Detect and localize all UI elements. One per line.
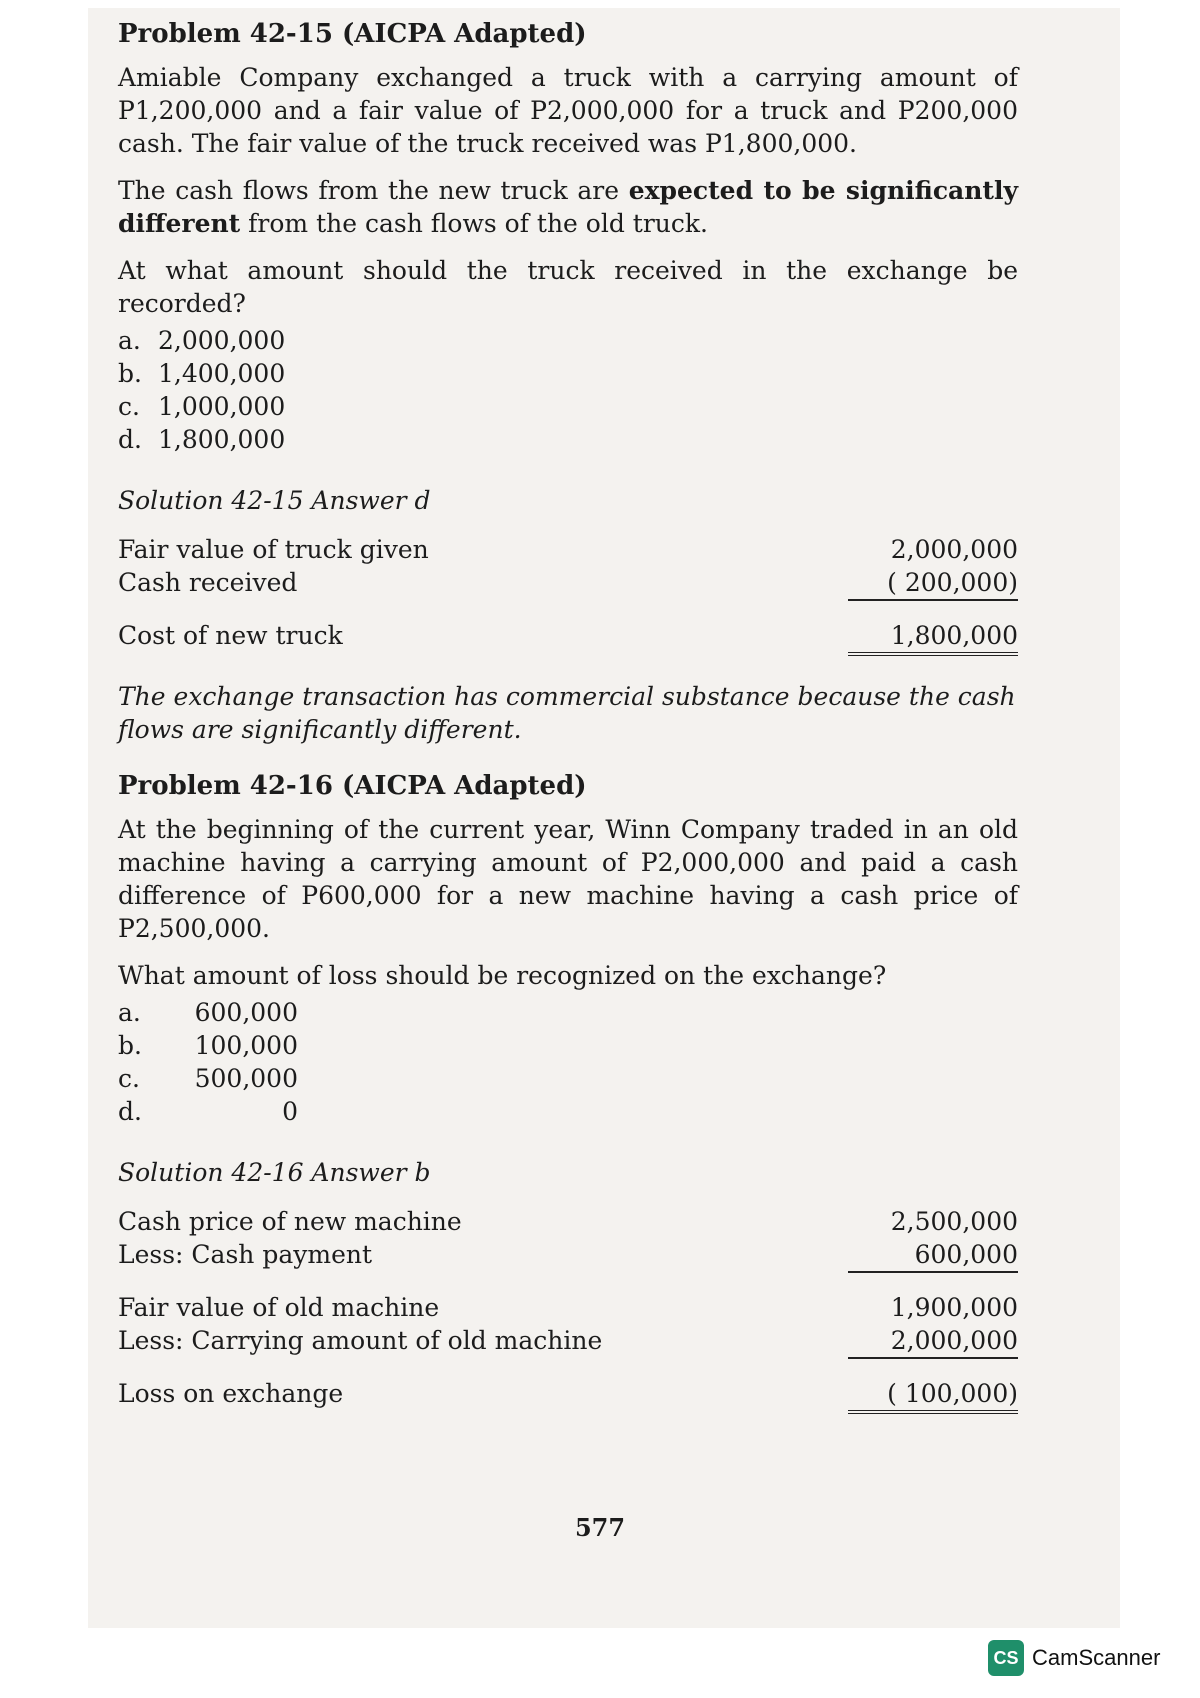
choice-value: 100,000 — [194, 1031, 298, 1060]
solution-42-16-table — [118, 1205, 1018, 1414]
row-label: Fair value of truck given — [118, 535, 429, 564]
solution-42-16-title: Solution 42-16 Answer b — [118, 1158, 431, 1187]
choice-a — [118, 996, 1018, 1029]
problem-42-16-choices — [118, 996, 1018, 1128]
row-label: Cash received — [118, 568, 298, 597]
row-label: Less: Carrying amount of old machine — [118, 1326, 603, 1355]
choice-value: 1,800,000 — [158, 425, 286, 454]
choice-b — [118, 1029, 1018, 1062]
table-row — [118, 533, 1018, 566]
problem-42-16-question: What amount of loss should be recognized on the exchange? — [118, 961, 887, 990]
document-body — [118, 18, 1018, 1414]
choice-letter: a. — [118, 326, 141, 355]
row-amount: ( 200,000) — [848, 566, 1018, 600]
problem-42-15-cashflow-statement — [118, 174, 1018, 240]
problem-42-15-heading: Problem 42-15 (AICPA Adapted) — [118, 19, 587, 49]
cashflow-text-bold: expected to be significantly different — [118, 176, 1018, 238]
table-row — [118, 1377, 1018, 1412]
row-label: Less: Cash payment — [118, 1240, 373, 1269]
choice-letter: b. — [118, 359, 142, 388]
row-amount: 1,800,000 — [848, 619, 1018, 654]
row-amount: 2,000,000 — [890, 535, 1018, 564]
choice-b — [118, 357, 1018, 390]
cashflow-text-start: The cash flows from the new truck are — [118, 176, 629, 205]
choice-value: 600,000 — [194, 998, 298, 1027]
camscanner-logo-icon: CS — [988, 1640, 1024, 1676]
problem-42-16-heading: Problem 42-16 (AICPA Adapted) — [118, 771, 587, 801]
table-row — [118, 619, 1018, 654]
row-amount: 2,500,000 — [890, 1207, 1018, 1236]
row-label: Cash price of new machine — [118, 1207, 462, 1236]
row-label: Fair value of old machine — [118, 1293, 440, 1322]
choice-c — [118, 390, 1018, 423]
cashflow-text-end: from the cash flows of the old truck. — [240, 209, 708, 238]
row-amount: 600,000 — [848, 1238, 1018, 1272]
solution-42-15-title: Solution 42-15 Answer d — [118, 486, 431, 515]
choice-d — [118, 1095, 1018, 1128]
choice-c — [118, 1062, 1018, 1095]
choice-d — [118, 423, 1018, 456]
choice-letter: d. — [118, 425, 142, 454]
row-amount: 1,900,000 — [890, 1293, 1018, 1322]
choice-a — [118, 324, 1018, 357]
problem-42-15-choices — [118, 324, 1018, 456]
row-amount: ( 100,000) — [848, 1377, 1018, 1412]
table-row — [118, 1291, 1018, 1324]
table-row — [118, 1205, 1018, 1238]
choice-value: 2,000,000 — [158, 326, 286, 355]
choice-letter: d. — [118, 1097, 142, 1126]
choice-value: 500,000 — [194, 1064, 298, 1093]
solution-42-15-table — [118, 533, 1018, 656]
page-number: 577 — [574, 1513, 626, 1542]
choice-value: 0 — [282, 1097, 298, 1126]
problem-42-16-statement: At the beginning of the current year, Winn Company traded in an old machine having a carrying amount of P2,000,000 and paid a cash difference of P600,000 for a new machine having a cash price of P2,500,000. — [118, 815, 1018, 943]
table-row — [118, 1238, 1018, 1272]
choice-value: 1,000,000 — [158, 392, 286, 421]
choice-letter: a. — [118, 998, 141, 1027]
camscanner-watermark: CamScanner — [1032, 1645, 1161, 1670]
row-label: Cost of new truck — [118, 621, 343, 650]
choice-letter: c. — [118, 1064, 140, 1093]
choice-letter: c. — [118, 392, 140, 421]
choice-letter: b. — [118, 1031, 142, 1060]
problem-42-15-statement: Amiable Company exchanged a truck with a carrying amount of P1,200,000 and a fair value of P2,000,000 for a truck and P200,000 cash. The fair value of the truck received was P1,800,000. — [118, 63, 1018, 158]
solution-42-15-note: The exchange transaction has commercial substance because the cash flows are significantly different. — [118, 682, 1016, 744]
problem-42-15-question: At what amount should the truck received in the exchange be recorded? — [118, 256, 1018, 318]
table-row — [118, 566, 1018, 600]
table-row — [118, 1324, 1018, 1358]
choice-value: 1,400,000 — [158, 359, 286, 388]
row-amount: 2,000,000 — [848, 1324, 1018, 1358]
row-label: Loss on exchange — [118, 1379, 344, 1408]
